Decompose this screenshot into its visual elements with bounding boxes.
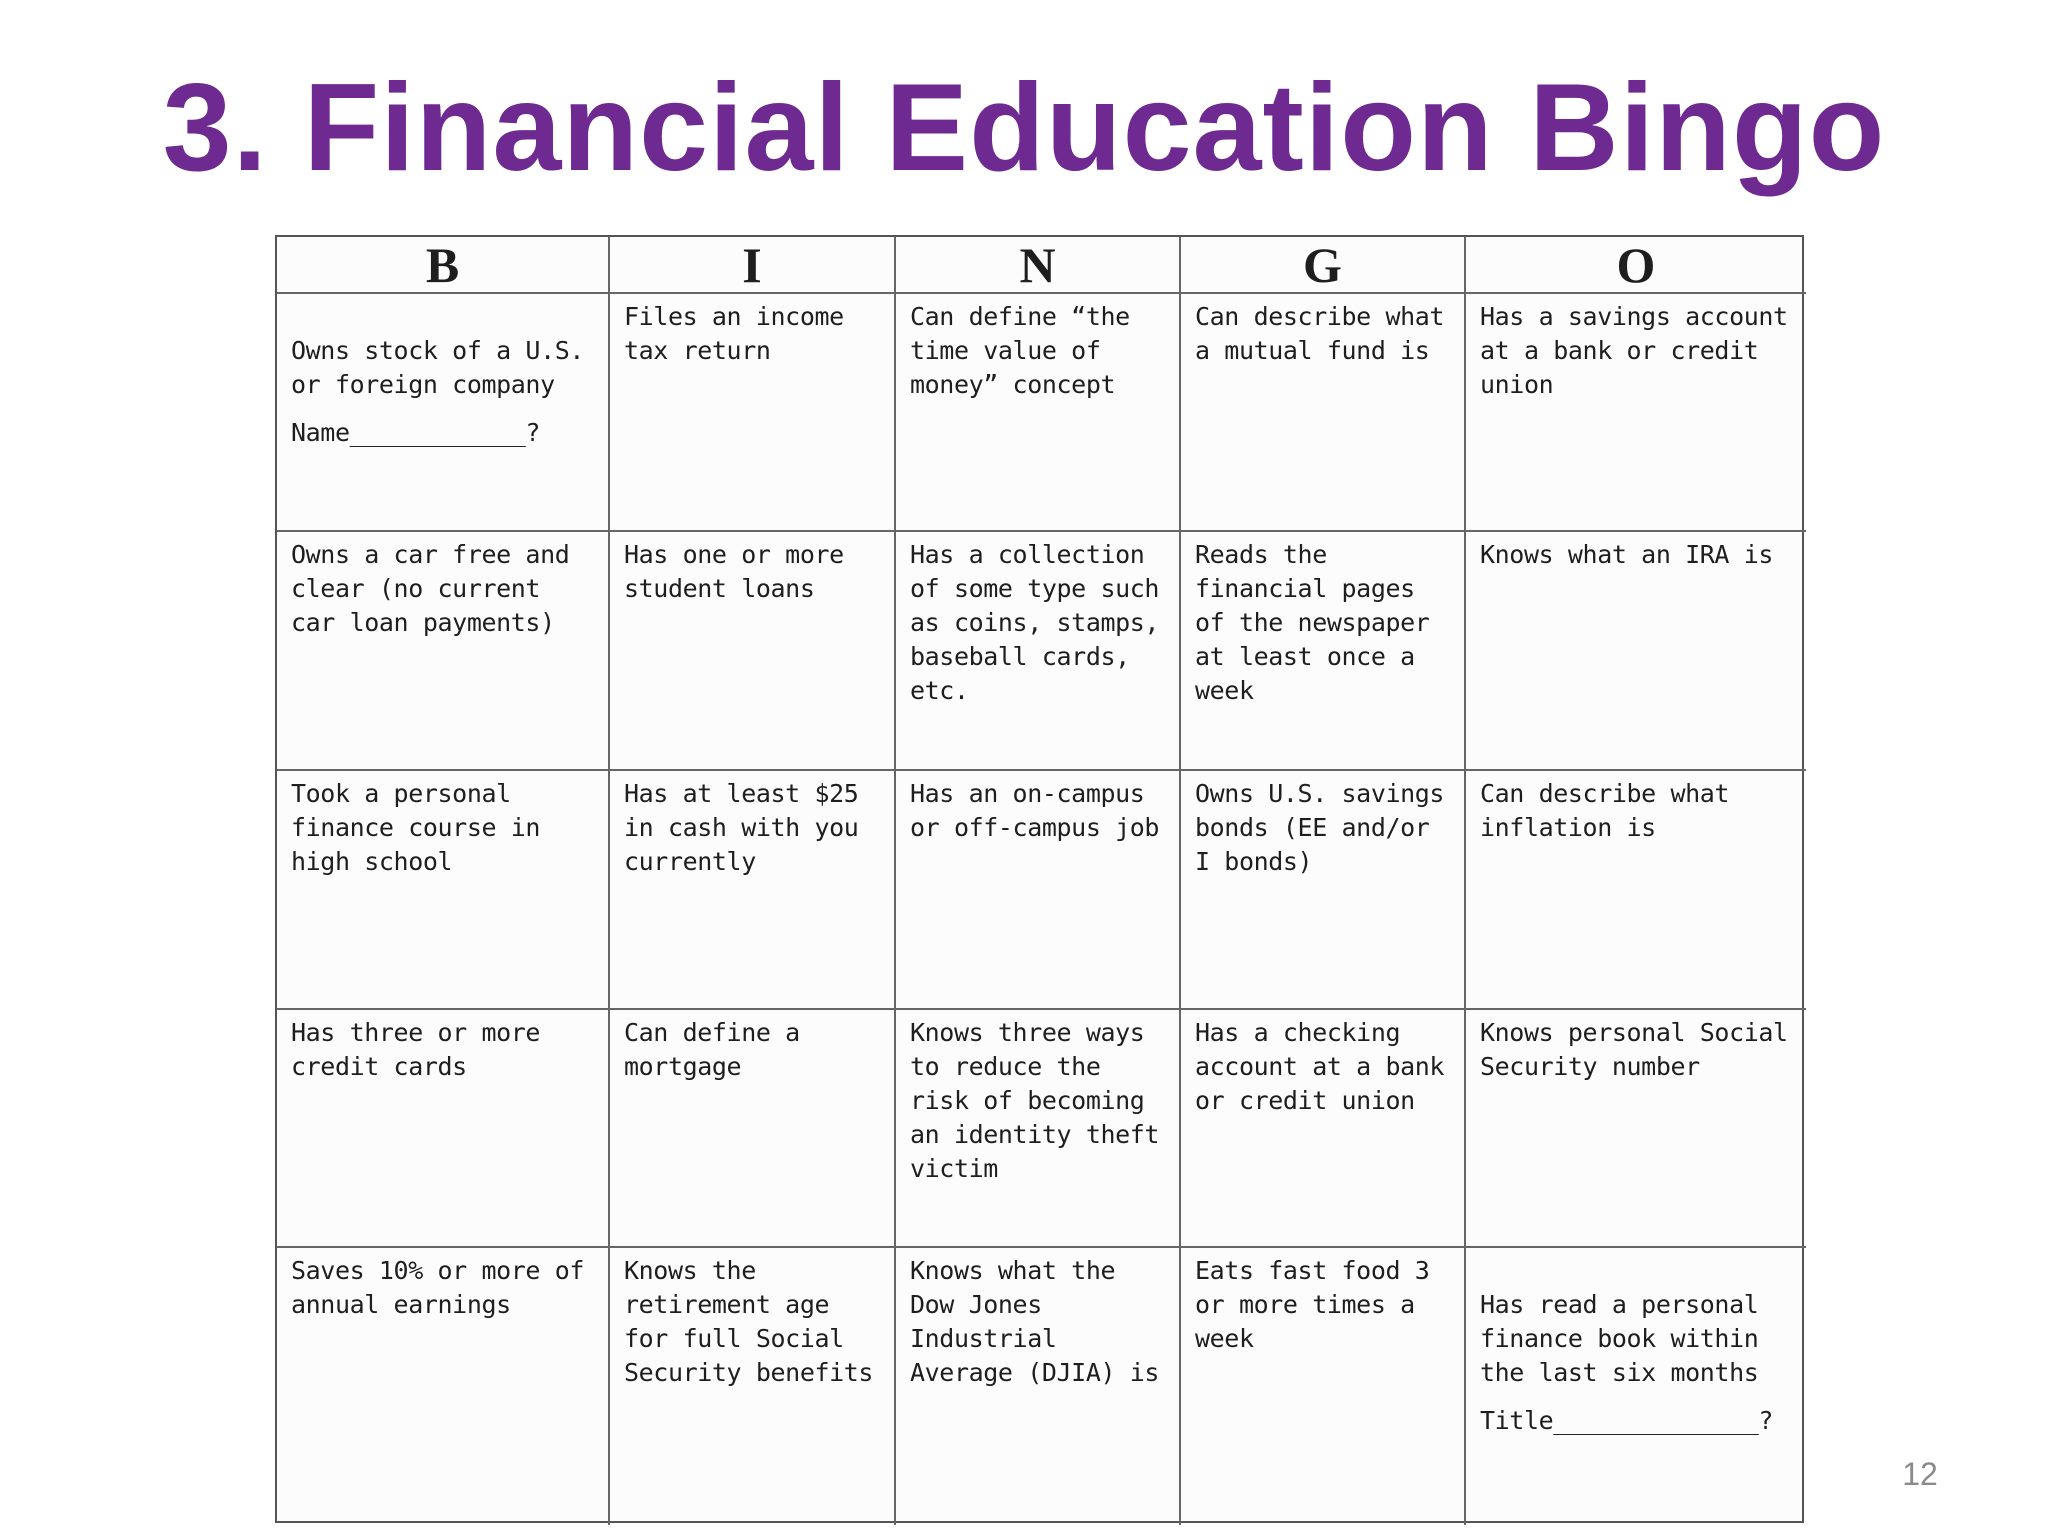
- title-fill-line: Title______________?: [1480, 1406, 1774, 1435]
- bingo-square: Knows what the Dow Jones Industrial Average (DJIA) is: [896, 1248, 1181, 1525]
- page-number: 12: [1902, 1456, 1938, 1492]
- bingo-square: Can define a mortgage: [610, 1010, 896, 1248]
- bingo-card: [275, 235, 1804, 1523]
- bingo-square-text: Owns stock of a U.S. or foreign company: [291, 336, 585, 399]
- bingo-square: Saves 10% or more of annual earnings: [277, 1248, 610, 1525]
- bingo-square: Owns a car free and clear (no current car loan payments): [277, 532, 610, 771]
- bingo-square: Can describe what a mutual fund is: [1181, 294, 1466, 532]
- column-header-n: N: [896, 237, 1181, 294]
- bingo-square: Can describe what inflation is: [1466, 771, 1806, 1010]
- column-header-i: I: [610, 237, 896, 294]
- bingo-square: Files an income tax return: [610, 294, 896, 532]
- bingo-square: [277, 294, 610, 532]
- column-header-g: G: [1181, 237, 1466, 294]
- bingo-square: [1466, 1248, 1806, 1525]
- column-header-o: O: [1466, 237, 1806, 294]
- column-header-b: B: [277, 237, 610, 294]
- bingo-square: Eats fast food 3 or more times a week: [1181, 1248, 1466, 1525]
- bingo-square: Owns U.S. savings bonds (EE and/or I bonds): [1181, 771, 1466, 1010]
- bingo-square: Has a collection of some type such as coins, stamps, baseball cards, etc.: [896, 532, 1181, 771]
- bingo-square: Has three or more credit cards: [277, 1010, 610, 1248]
- bingo-square: Can define “the time value of money” concept: [896, 294, 1181, 532]
- bingo-square: Knows personal Social Security number: [1466, 1010, 1806, 1248]
- bingo-square: Knows three ways to reduce the risk of becoming an identity theft victim: [896, 1010, 1181, 1248]
- bingo-square: Took a personal finance course in high school: [277, 771, 610, 1010]
- bingo-square: Reads the financial pages of the newspaper at least once a week: [1181, 532, 1466, 771]
- bingo-square-text: Has read a personal finance book within the last six months: [1480, 1290, 1759, 1387]
- bingo-square: Has a savings account at a bank or credit union: [1466, 294, 1806, 532]
- bingo-square: Knows what an IRA is: [1466, 532, 1806, 771]
- bingo-square: Has a checking account at a bank or credit union: [1181, 1010, 1466, 1248]
- bingo-square: Knows the retirement age for full Social Security benefits: [610, 1248, 896, 1525]
- slide-title: 3. Financial Education Bingo: [162, 59, 1886, 197]
- bingo-square: Has an on-campus or off-campus job: [896, 771, 1181, 1010]
- bingo-square: Has one or more student loans: [610, 532, 896, 771]
- name-fill-line: Name____________?: [291, 418, 541, 447]
- bingo-square: Has at least $25 in cash with you currently: [610, 771, 896, 1010]
